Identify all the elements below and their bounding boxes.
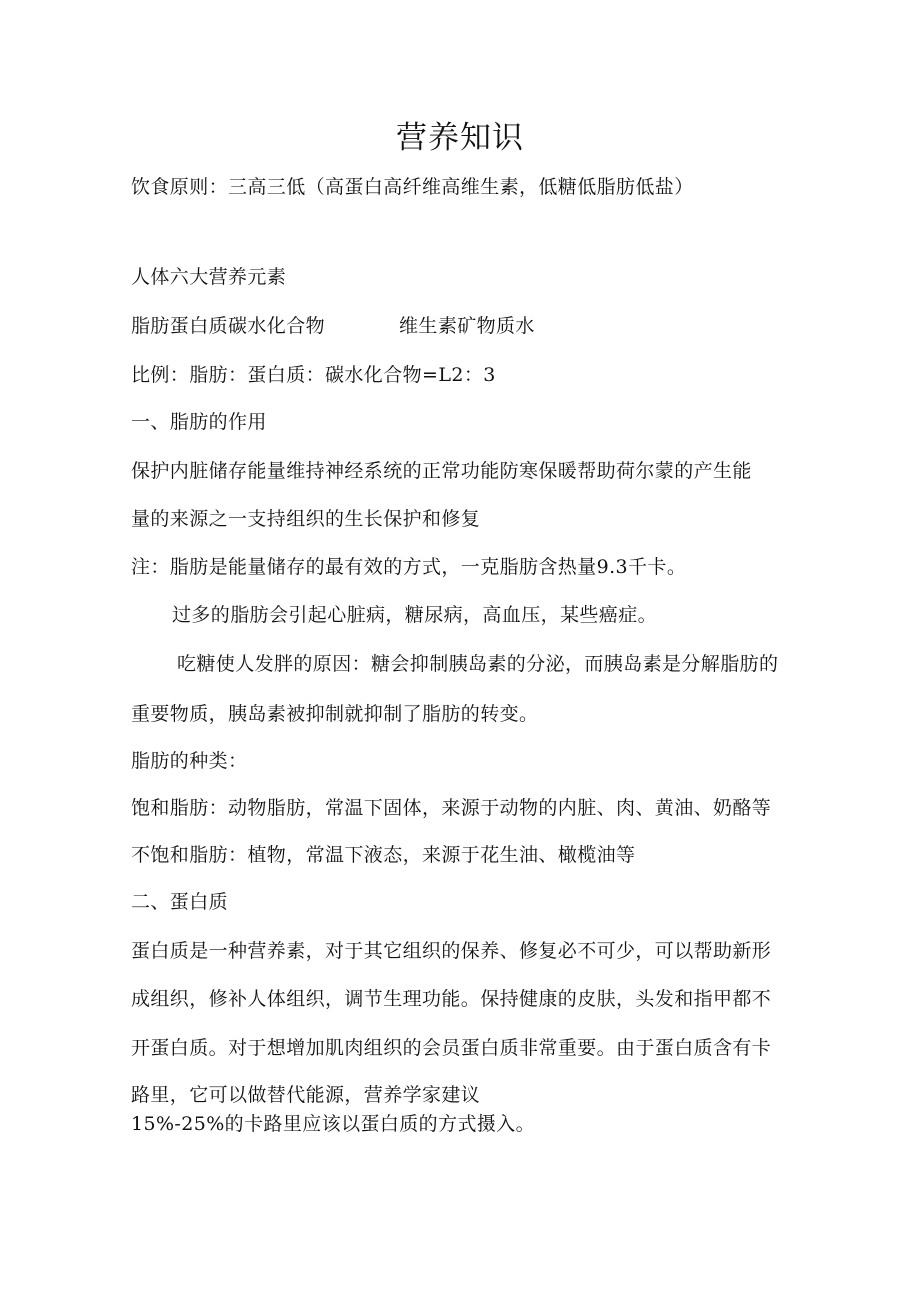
fat-section-heading: 一、脂肪的作用: [131, 411, 267, 433]
six-nutrients-heading: 人体六大营养元素: [131, 266, 287, 288]
unsaturated-fat: 不饱和脂肪：植物，常温下液态，来源于花生油、橄榄油等: [131, 844, 636, 866]
protein-line-4: 路里，它可以做替代能源，营养学家建议: [131, 1084, 481, 1106]
diet-principle: 饮食原则：三高三低（高蛋白高纤维高维生素，低糖低脂肪低盐）: [131, 176, 694, 198]
nutrients-group-b: 维生素矿物质水: [399, 315, 535, 337]
protein-line-2: 成组织，修补人体组织，调节生理功能。保持健康的皮肤，头发和指甲都不: [131, 988, 772, 1010]
protein-line-1: 蛋白质是一种营养素，对于其它组织的保养、修复必不可少，可以帮助新形: [131, 940, 772, 962]
protein-section-heading: 二、蛋白质: [131, 891, 229, 913]
fat-energy-note: 注：脂肪是能量储存的最有效的方式，一克脂肪含热量9.3千卡。: [131, 556, 687, 578]
nutrients-group-a: 脂肪蛋白质碳水化合物: [131, 315, 326, 337]
sugar-reason-line-2: 重要物质，胰岛素被抑制就抑制了脂肪的转变。: [131, 703, 539, 725]
page-title: 营养知识: [396, 120, 524, 156]
fat-functions-line-2: 量的来源之一支持组织的生长保护和修复: [131, 508, 481, 530]
excess-fat-note: 过多的脂肪会引起心脏病，糖尿病，高血压，某些癌症。: [172, 604, 658, 626]
sugar-reason-line-1: 吃糖使人发胖的原因：糖会抑制胰岛素的分泌，而胰岛素是分解脂肪的: [177, 653, 779, 675]
fat-types-heading: 脂肪的种类：: [131, 750, 248, 772]
saturated-fat: 饱和脂肪：动物脂肪，常温下固体，来源于动物的内脏、肉、黄油、奶酪等: [131, 797, 772, 819]
protein-line-3: 开蛋白质。对于想增加肌肉组织的会员蛋白质非常重要。由于蛋白质含有卡: [131, 1037, 772, 1059]
protein-line-5: 15%-25%的卡路里应该以蛋白质的方式摄入。: [131, 1113, 536, 1135]
nutrient-ratio: 比例：脂肪：蛋白质：碳水化合物=L2：3: [131, 364, 496, 386]
six-nutrients-list: [131, 312, 535, 340]
fat-functions-line-1: 保护内脏储存能量维持神经系统的正常功能防寒保暖帮助荷尔蒙的产生能: [131, 460, 752, 482]
